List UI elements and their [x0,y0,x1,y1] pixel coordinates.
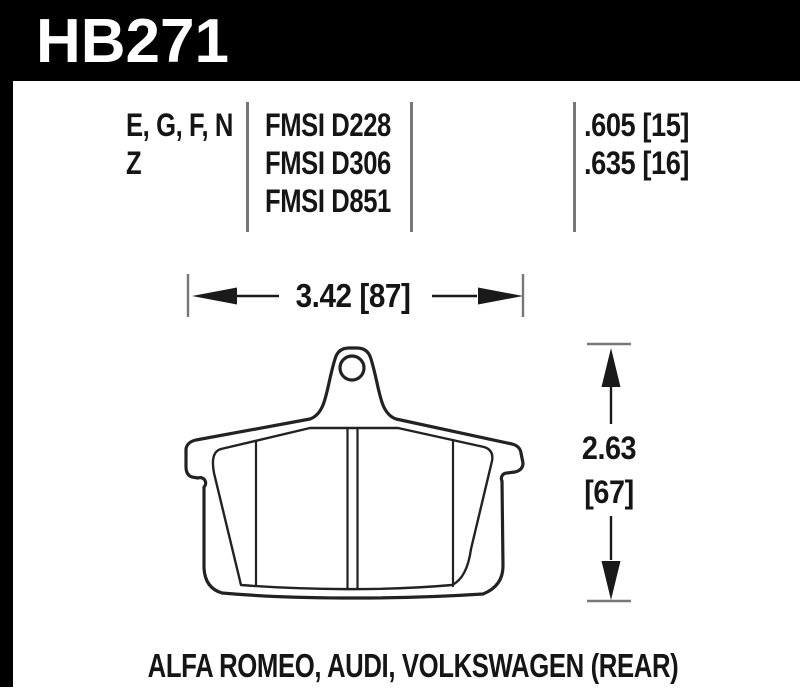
compound-letters-row: Z [126,145,142,181]
arrowhead-left-icon [192,288,237,305]
thickness-column [584,106,689,182]
thickness-row: .635 [16] [584,145,690,181]
arrowhead-up-icon [602,348,621,387]
brake-pad-drawing [186,348,523,598]
tab-hole-icon [340,356,364,380]
brake-pad-outline [186,348,523,598]
height-dimension-label-inches: 2.63 [581,430,637,466]
arrowhead-right-icon [478,288,523,305]
compound-letters-row: E, G, F, N [126,107,233,143]
compound-letters-column [126,106,233,182]
fmsi-row: FMSI D228 [265,107,391,143]
width-dimension-label: 3.42 [87] [295,277,411,314]
fmsi-row: FMSI D851 [265,183,391,219]
height-dimension-label-mm: [67] [584,474,634,510]
table-divider [410,102,413,232]
fmsi-column [265,106,391,220]
table-divider [246,102,249,232]
arrowhead-down-icon [602,561,621,600]
fmsi-row: FMSI D306 [265,145,391,181]
part-number-text: HB271 [36,7,229,76]
pad-inner-outline [213,428,492,589]
thickness-row: .605 [15] [584,107,690,143]
left-edge-stripe [0,0,13,687]
application-text: ALFA ROMEO, AUDI, VOLKSWAGEN (REAR) [147,647,679,684]
table-divider [573,102,576,232]
